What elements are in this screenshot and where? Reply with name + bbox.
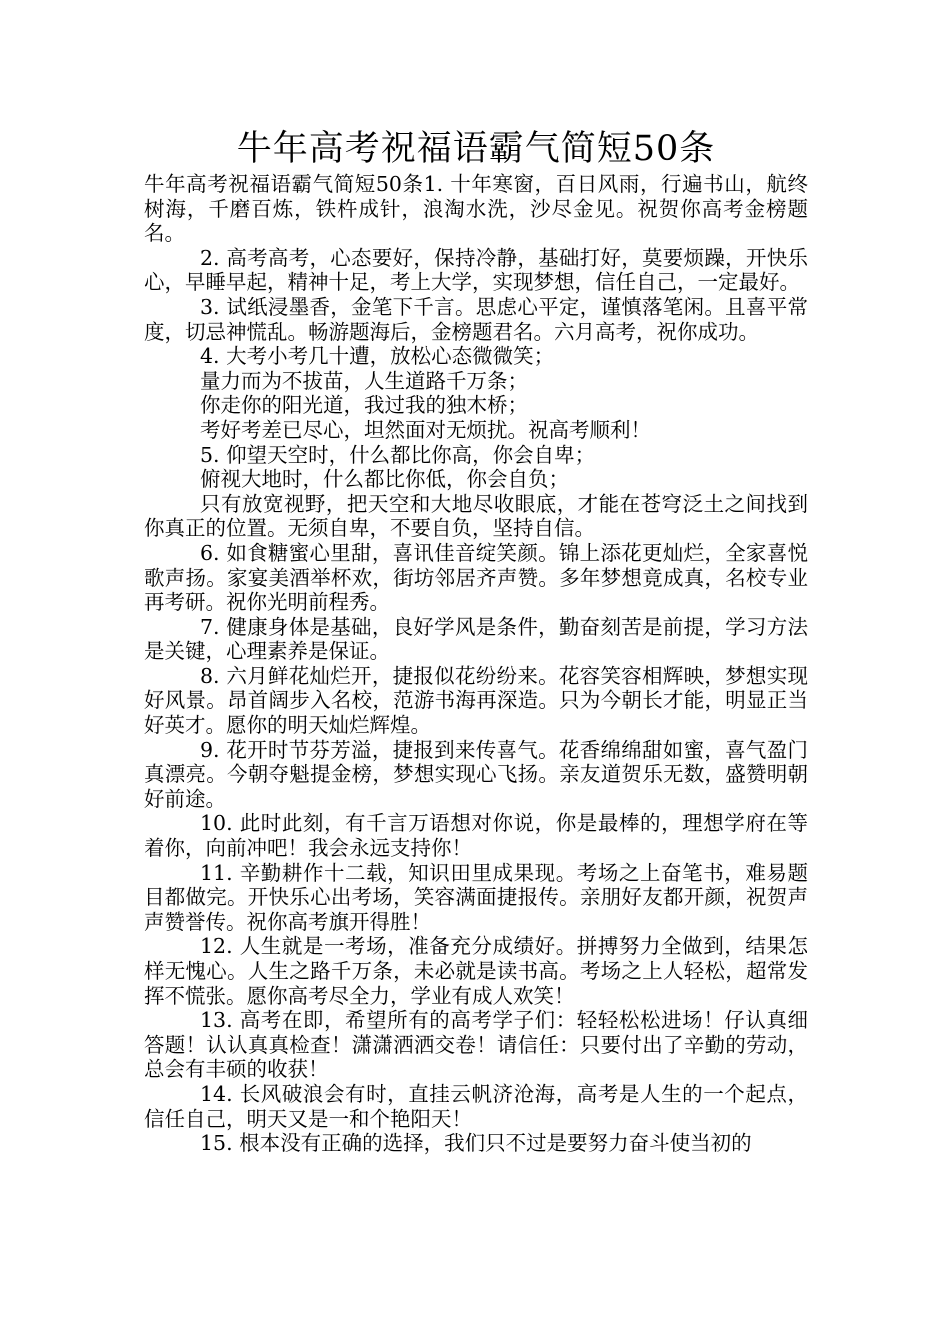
paragraph: 5. 仰望天空时，什么都比你高，你会自卑；: [200, 442, 596, 467]
paragraph: 6. 如食糖蜜心里甜，喜讯佳音绽笑颜。锦上添花更灿烂，全家喜悦歌声扬。家宴美酒举杯欢，街坊邻居齐声赞。多年梦想竟成真，名校专业再考研。祝你光明前程秀。: [144, 540, 808, 615]
paragraph: 你走你的阳光道，我过我的独木桥；: [200, 393, 528, 418]
paragraph: 12. 人生就是一考场，准备充分成绩好。拼搏努力全做到，结果怎样无愧心。人生之路千万条，未必就是读书高。考场之上人轻松，超常发挥不慌张。愿你高考尽全力，学业有成人欢笑！: [144, 934, 808, 1008]
paragraph: 11. 辛勤耕作十二载，知识田里成果现。考场之上奋笔书，难易题目都做完。开快乐心出考场，笑容满面捷报传。亲朋好友都开颜，祝贺声声赞誉传。祝你高考旗开得胜！: [144, 860, 808, 934]
paragraph: 15. 根本没有正确的选择，我们只不过是要努力奋斗使当初的: [200, 1131, 752, 1156]
paragraph: 10. 此时此刻，有千言万语想对你说，你是最棒的，理想学府在等着你，向前冲吧！我会永远支持你！: [144, 811, 808, 861]
paragraph: 3. 试纸浸墨香，金笔下千言。思虑心平定，谨慎落笔闲。且喜平常度，切忌神慌乱。畅游题海后，金榜题君名。六月高考，祝你成功。: [144, 294, 808, 344]
paragraph: 量力而为不拔苗，人生道路千万条；: [200, 368, 528, 393]
paragraph: 4. 大考小考几十遭，放松心态微微笑；: [200, 344, 555, 369]
paragraph: 只有放宽视野，把天空和大地尽收眼底，才能在苍穹泛土之间找到你真正的位置。无须自卑，不要自负，坚持自信。: [144, 491, 808, 541]
document-body: [144, 172, 808, 1156]
paragraph: 7. 健康身体是基础，良好学风是条件，勤奋刻苦是前提，学习方法是关键，心理素养是保证。: [144, 614, 808, 664]
paragraph: 考好考差已尽心，坦然面对无烦扰。祝高考顺利！: [200, 417, 651, 442]
document-page: [144, 126, 808, 1156]
paragraph: 9. 花开时节芬芳溢，捷报到来传喜气。花香绵绵甜如蜜，喜气盈门真漂亮。今朝夺魁提金榜，梦想实现心飞扬。亲友道贺乐无数，盛赞明朝好前途。: [144, 737, 808, 811]
document-title: 牛年高考祝福语霸气简短50条: [236, 129, 716, 169]
paragraph: 牛年高考祝福语霸气简短50条1. 十年寒窗，百日风雨，行遍书山，航终树海，千磨百炼，铁杵成针，浪淘水洗，沙尽金见。祝贺你高考金榜题名。: [144, 172, 808, 246]
paragraph: 8. 六月鲜花灿烂开，捷报似花纷纷来。花容笑容相辉映，梦想实现好风景。昂首阔步入名校，范游书海再深造。只为今朝长才能，明显正当好英才。愿你的明天灿烂辉煌。: [144, 663, 808, 738]
paragraph: 14. 长风破浪会有时，直挂云帆济沧海，高考是人生的一个起点，信任自己，明天又是一和个艳阳天！: [144, 1081, 808, 1131]
paragraph: 2. 高考高考，心态要好，保持冷静，基础打好，莫要烦躁，开快乐心，早睡早起，精神十足，考上大学，实现梦想，信任自己，一定最好。: [144, 245, 808, 295]
paragraph: 俯视大地时，什么都比你低，你会自负；: [200, 467, 569, 492]
paragraph: 13. 高考在即，希望所有的高考学子们：轻轻松松进场！仔认真细答题！认认真真检查！潇潇洒洒交卷！请信任：只要付出了辛勤的劳动，总会有丰硕的收获！: [144, 1008, 808, 1082]
